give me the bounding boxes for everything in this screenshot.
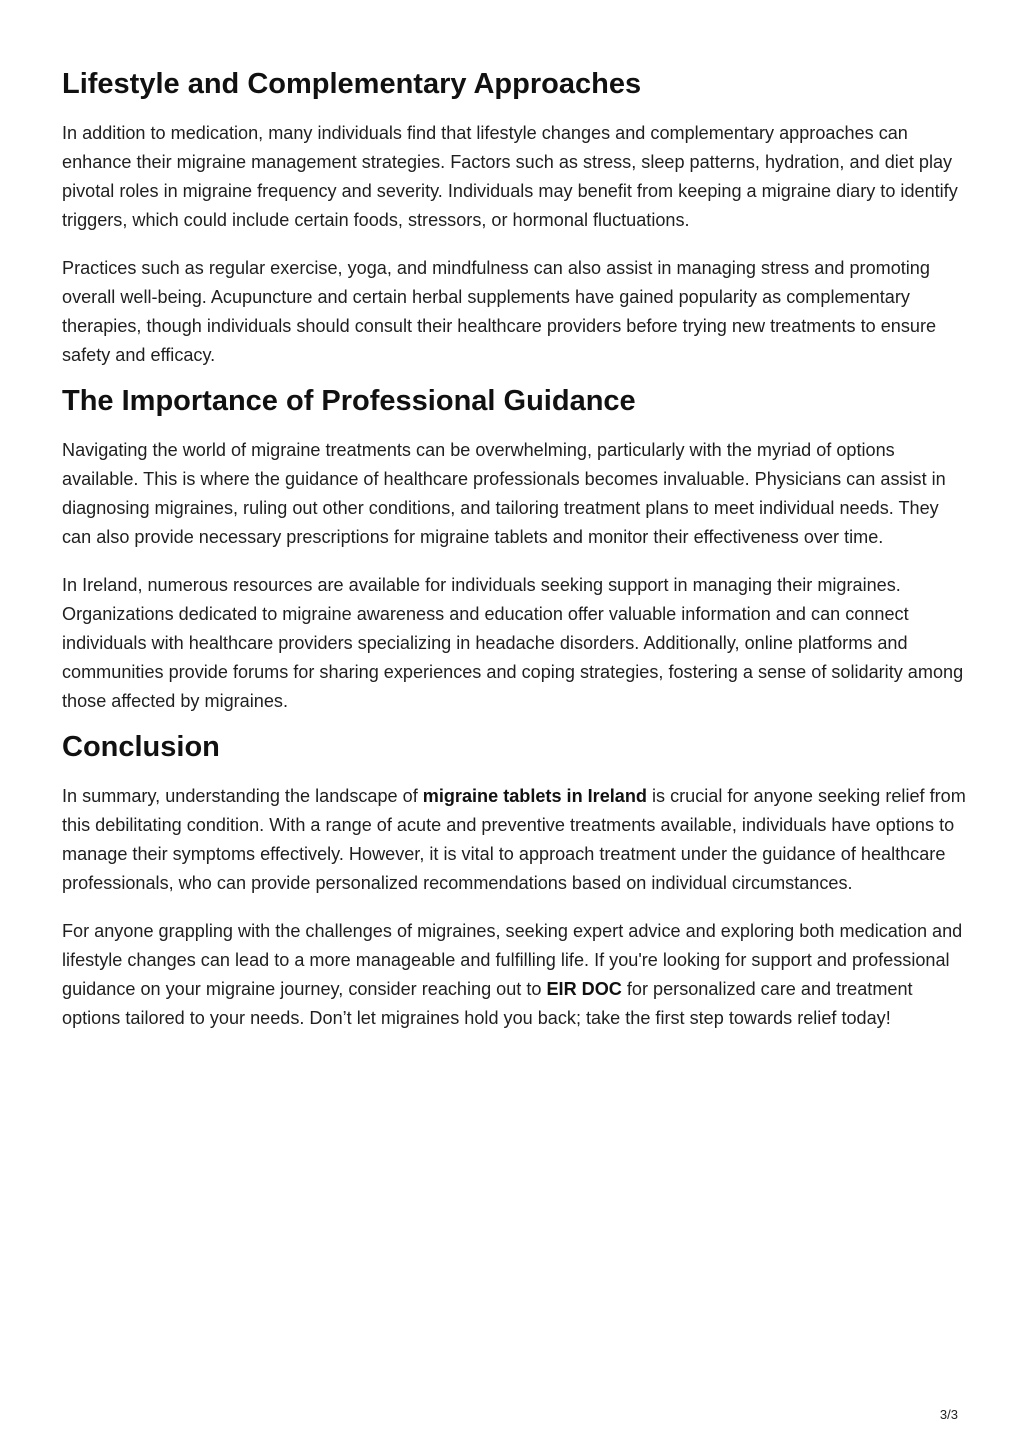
- section-conclusion: [62, 729, 967, 1033]
- page-number: 3/3: [939, 1407, 958, 1422]
- document-page: [62, 66, 967, 1052]
- section-heading: Conclusion: [62, 731, 220, 763]
- paragraph: Practices such as regular exercise, yoga, and mindfulness can also assist in managing stress and promoting overall well-being. Acupuncture and certain herbal supplements have gained popularity as complementary therapies, though individuals should consult their healthcare providers before trying new treatments to ensure safety and efficacy.: [62, 258, 937, 365]
- section-professional-guidance: [62, 383, 967, 716]
- paragraph: [62, 917, 967, 1033]
- section-heading: The Importance of Professional Guidance: [62, 385, 636, 417]
- paragraph-text: for personalized care and treatment options tailored to your needs. Don’t let migraines hold you back; take the first step towards relief today!: [62, 979, 913, 1028]
- section-heading: Lifestyle and Complementary Approaches: [62, 68, 642, 100]
- paragraph: [62, 782, 967, 898]
- paragraph: In Ireland, numerous resources are available for individuals seeking support in managing their migraines. Organizations dedicated to migraine awareness and education offer valuable information and can connect individuals with healthcare providers specializing in headache disorders. Additionally, online platforms and communities provide forums for sharing experiences and coping strategies, fostering a sense of solidarity among those affected by migraines.: [62, 575, 964, 711]
- paragraph-text: For anyone grappling with the challenges of migraines, seeking expert advice and exploring both medication and lifestyle changes can lead to a more manageable and fulfilling life. If you're looking for support and professional guidance on your migraine journey, consider reaching out to: [62, 921, 963, 999]
- section-lifestyle: [62, 66, 967, 370]
- bold-keyword: migraine tablets in Ireland: [422, 786, 647, 806]
- paragraph: In addition to medication, many individuals find that lifestyle changes and complementary approaches can enhance their migraine management strategies. Factors such as stress, sleep patterns, hydration, and diet play pivotal roles in migraine frequency and severity. Individuals may benefit from keeping a migraine diary to identify triggers, which could include certain foods, stressors, or hormonal fluctuations.: [62, 123, 958, 230]
- bold-brand-name: EIR DOC: [546, 979, 622, 999]
- paragraph-text: is crucial for anyone seeking relief from this debilitating condition. With a range of acute and preventive treatments available, individuals have options to manage their symptoms effectively. However, it is vital to approach treatment under the guidance of healthcare professionals, who can provide personalized recommendations based on individual circumstances.: [62, 786, 966, 893]
- paragraph-text: In summary, understanding the landscape of: [62, 786, 423, 806]
- paragraph: Navigating the world of migraine treatments can be overwhelming, particularly with the myriad of options available. This is where the guidance of healthcare professionals becomes invaluable. Physicians can assist in diagnosing migraines, ruling out other conditions, and tailoring treatment plans to meet individual needs. They can also provide necessary prescriptions for migraine tablets and monitor their effectiveness over time.: [62, 440, 946, 547]
